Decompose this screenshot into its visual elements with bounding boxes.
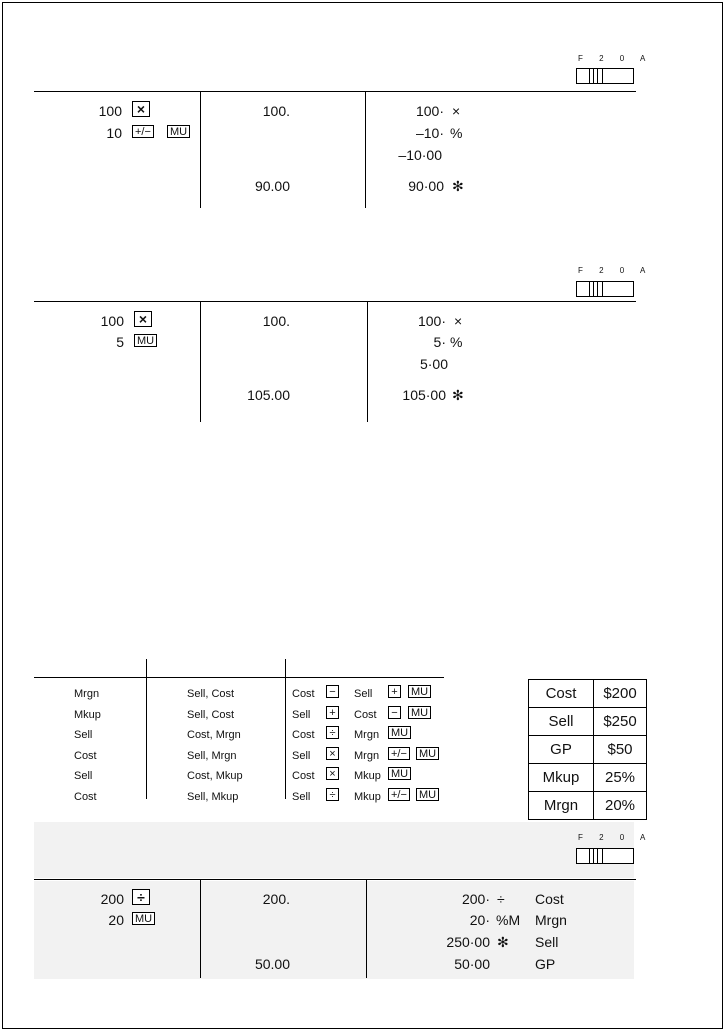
table-column-divider: [285, 659, 286, 799]
formula-find: Sell: [74, 729, 93, 741]
decimal-switch-label: F 2 0 A: [578, 54, 653, 63]
formula-op-key[interactable]: +: [388, 685, 401, 698]
column-divider: [200, 92, 201, 208]
tape-value: –10·: [415, 125, 444, 141]
formula-given: Cost, Mkup: [187, 770, 243, 782]
reference-row: [529, 708, 647, 736]
table-header-rule: [34, 677, 444, 678]
tape-value: 5·00: [419, 356, 448, 372]
tape-label: GP: [535, 956, 556, 972]
display-value: 105.00: [247, 387, 290, 403]
entry-number: 100: [100, 313, 124, 329]
column-divider: [366, 880, 367, 978]
divider: [34, 879, 636, 880]
display-value: 50.00: [254, 956, 290, 972]
formula-given: Sell, Mrgn: [187, 750, 237, 762]
reference-row: [529, 792, 647, 820]
mu-key[interactable]: MU: [388, 726, 411, 739]
tape-symbol: %M: [496, 912, 521, 928]
tape-symbol: ×: [454, 313, 463, 329]
decimal-switch-label: F 2 0 A: [578, 833, 653, 842]
divide-key[interactable]: ÷: [132, 889, 150, 905]
formula-op-key[interactable]: −: [388, 706, 401, 719]
formula-find: Mkup: [74, 709, 101, 721]
formula-given: Sell, Cost: [187, 709, 235, 721]
mu-key[interactable]: MU: [134, 334, 157, 347]
formula-operand-b: Cost: [354, 709, 377, 721]
formula-find: Cost: [74, 791, 97, 803]
entry-number: 20: [108, 912, 124, 928]
tape-value: 105·00: [402, 387, 446, 403]
formula-operand-b: Mrgn: [354, 729, 380, 741]
reference-label: GP: [529, 736, 594, 764]
reference-label: Mrgn: [529, 792, 594, 820]
multiply-key[interactable]: ×: [132, 101, 150, 117]
tape-value: –10·00: [398, 147, 442, 163]
formula-operand-b: Sell: [354, 688, 373, 700]
column-divider: [200, 302, 201, 422]
tape-symbol: ×: [452, 103, 461, 119]
reference-value: 20%: [594, 792, 647, 820]
decimal-switch-label: F 2 0 A: [578, 266, 653, 275]
formula-find: Cost: [74, 750, 97, 762]
column-divider: [200, 880, 201, 978]
reference-row: [529, 764, 647, 792]
formula-operand-a: Cost: [292, 729, 315, 741]
mu-key[interactable]: MU: [132, 912, 155, 925]
formula-given: Sell, Mkup: [187, 791, 239, 803]
formula-op-key[interactable]: ÷: [326, 788, 339, 801]
display-value: 100.: [262, 103, 290, 119]
entry-number: 10: [106, 125, 122, 141]
tape-value: 200·: [461, 891, 490, 907]
formula-operand-a: Cost: [292, 688, 315, 700]
reference-value: 25%: [594, 764, 647, 792]
formula-given: Sell, Cost: [187, 688, 235, 700]
formula-op-key[interactable]: ÷: [326, 726, 339, 739]
reference-label: Mkup: [529, 764, 594, 792]
tape-symbol: %: [450, 334, 463, 350]
tape-symbol: ✻: [452, 178, 464, 194]
tape-value: 100·: [415, 103, 444, 119]
reference-value: $200: [594, 680, 647, 708]
tape-value: 50·00: [454, 956, 490, 972]
decimal-switch: [576, 281, 634, 297]
mu-key[interactable]: MU: [408, 685, 431, 698]
formula-op-key[interactable]: −: [326, 685, 339, 698]
formula-find: Mrgn: [74, 688, 100, 700]
entry-number: 100: [98, 103, 122, 119]
formula-op-key[interactable]: ×: [326, 747, 339, 760]
mu-key[interactable]: MU: [167, 125, 190, 138]
tape-symbol: %: [450, 125, 463, 141]
formula-operand-a: Sell: [292, 791, 311, 803]
tape-label: Sell: [535, 934, 559, 950]
tape-value: 5·: [433, 334, 446, 350]
tape-symbol: ✻: [497, 934, 509, 950]
formula-operand-b: Mkup: [354, 770, 381, 782]
formula-operand-b: Mkup: [354, 791, 381, 803]
mu-key[interactable]: MU: [408, 706, 431, 719]
multiply-key[interactable]: ×: [134, 311, 152, 327]
reference-value: $50: [594, 736, 647, 764]
display-value: 200.: [262, 891, 290, 907]
tape-value: 90·00: [408, 178, 444, 194]
mu-key[interactable]: MU: [388, 767, 411, 780]
tape-value: 20·: [469, 912, 490, 928]
table-column-divider: [146, 659, 147, 799]
formula-op-key[interactable]: +/−: [388, 747, 410, 760]
formula-operand-a: Cost: [292, 770, 315, 782]
reference-label: Sell: [529, 708, 594, 736]
formula-op-key[interactable]: ×: [326, 767, 339, 780]
display-value: 90.00: [254, 178, 290, 194]
formula-find: Sell: [74, 770, 93, 782]
column-divider: [367, 302, 368, 422]
mu-key[interactable]: MU: [416, 788, 439, 801]
tape-label: Cost: [535, 891, 564, 907]
tape-symbol: ÷: [497, 891, 505, 907]
entry-number: 200: [100, 891, 124, 907]
formula-operand-b: Mrgn: [354, 750, 380, 762]
reference-label: Cost: [529, 680, 594, 708]
reference-row: [529, 680, 647, 708]
formula-given: Cost, Mrgn: [187, 729, 241, 741]
entry-number: 5: [116, 334, 124, 350]
reference-row: [529, 736, 647, 764]
mu-key[interactable]: MU: [416, 747, 439, 760]
column-divider: [365, 92, 366, 208]
sign-change-key[interactable]: +/−: [132, 125, 154, 138]
tape-value: 250·00: [446, 934, 490, 950]
reference-value: $250: [594, 708, 647, 736]
tape-symbol: ✻: [452, 387, 464, 403]
tape-value: 100·: [417, 313, 446, 329]
formula-operand-a: Sell: [292, 709, 311, 721]
formula-op-key[interactable]: +: [326, 706, 339, 719]
formula-operand-a: Sell: [292, 750, 311, 762]
decimal-switch: [576, 68, 634, 84]
shaded-band: [34, 822, 634, 878]
formula-op-key[interactable]: +/−: [388, 788, 410, 801]
divider: [34, 301, 636, 302]
tape-label: Mrgn: [535, 912, 567, 928]
divider: [34, 91, 636, 92]
display-value: 100.: [262, 313, 290, 329]
reference-table: [528, 679, 647, 820]
decimal-switch: [576, 848, 634, 864]
